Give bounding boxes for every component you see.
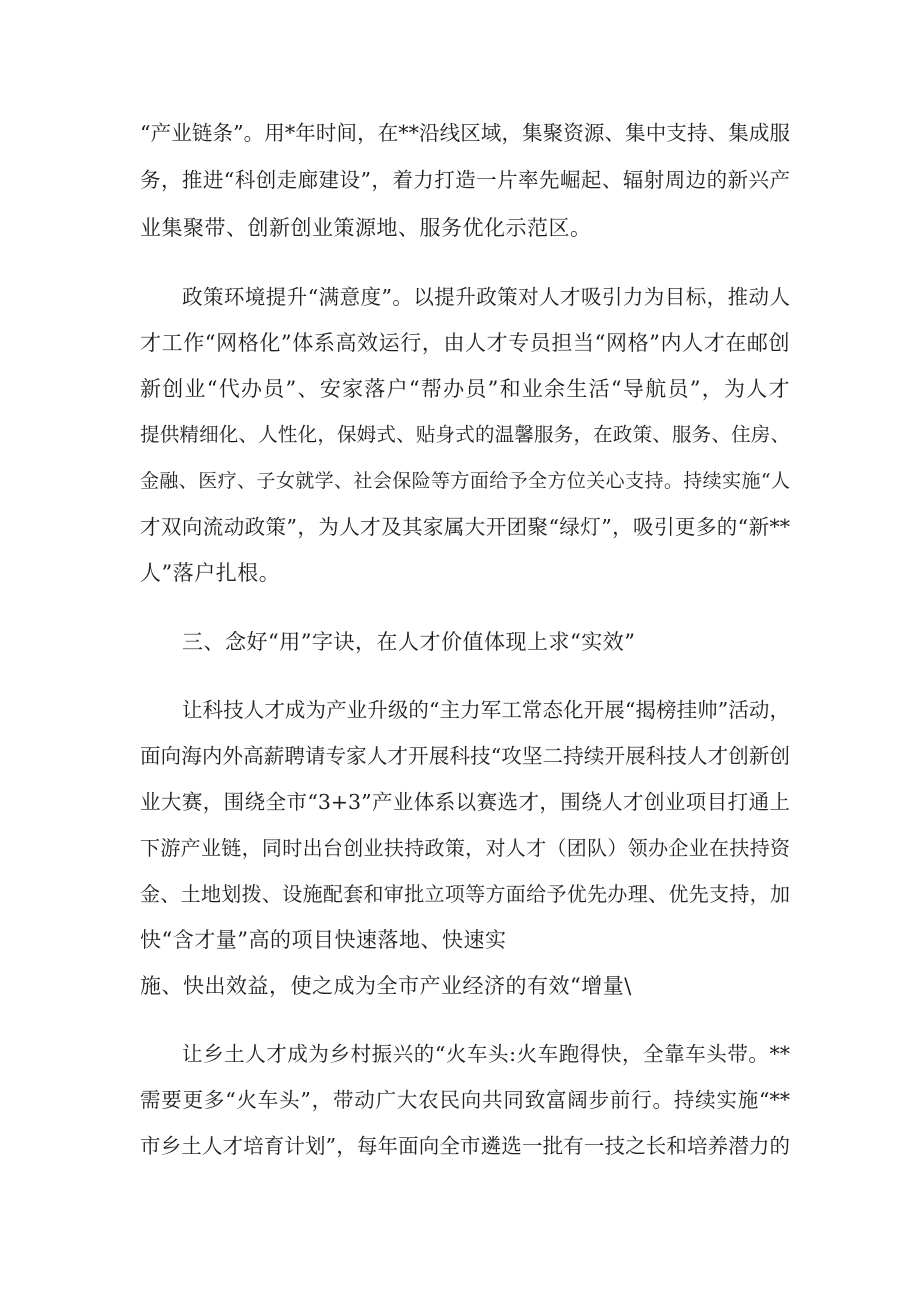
text-line: 业大赛，围绕全市“3+3”产业体系以赛选才，围绕人才创业项目打通上 xyxy=(140,790,790,814)
text-line: 面向海内外高薪聘请专家人才开展科技“攻坚二持续开展科技人才创新创 xyxy=(140,744,790,768)
text-line: 施、快出效益，使之成为全市产业经济的有效“增量\ xyxy=(140,974,632,998)
text-line: 金、土地划拨、设施配套和审批立项等方面给予优先办理、优先支持，加 xyxy=(140,882,790,906)
text-line: 金融、医疗、子女就学、社会保险等方面给予全方位关心支持。持续实施“人 xyxy=(140,470,790,492)
paragraph-first-line: 政策环境提升“满意度”。以提升政策对人才吸引力为目标，推动人 xyxy=(182,285,790,309)
text-line: 提供精细化、人性化，保姆式、贴身式的温馨服务，在政策、服务、住房、 xyxy=(140,423,790,446)
text-line: 需要更多“火车头”，带动广大农民向共同致富阔步前行。持续实施“** xyxy=(140,1088,790,1112)
paragraph-first-line: 让乡土人才成为乡村振兴的“火车头:火车跑得快，全靠车头带。** xyxy=(182,1042,790,1066)
text-line: 新创业“代办员”、安家落户“帮办员”和业余生活“导航员”，为人才 xyxy=(140,377,790,401)
text-line: “产业链条”。用*年时间，在**沿线区域，集聚资源、集中支持、集成服 xyxy=(140,121,790,145)
text-line: 务，推进“科创走廊建设”，着力打造一片率先崛起、辐射周边的新兴产 xyxy=(140,168,790,192)
text-line: 快“含才量”高的项目快速落地、快速实 xyxy=(140,928,507,952)
paragraph-first-line: 让科技人才成为产业升级的“主力军工常态化开展“揭榜挂帅”活动， xyxy=(182,698,790,722)
text-line: 市乡土人才培育计划”，每年面向全市遴选一批有一技之长和培养潜力的 xyxy=(140,1134,790,1158)
text-line: 业集聚带、创新创业策源地、服务优化示范区。 xyxy=(140,216,592,240)
section-heading: 三、念好“用”字诀，在人才价值体现上求“实效” xyxy=(182,630,636,654)
text-line: 人”落户扎根。 xyxy=(140,561,281,585)
text-line: 下游产业链，同时出台创业扶持政策，对人才（团队）领办企业在扶持资 xyxy=(140,836,790,860)
text-line: 才双向流动政策”，为人才及其家属大开团聚“绿灯”，吸引更多的“新** xyxy=(140,515,790,539)
text-line: 才工作“网格化”体系高效运行，由人才专员担当“网格”内人才在邮创 xyxy=(140,331,790,355)
